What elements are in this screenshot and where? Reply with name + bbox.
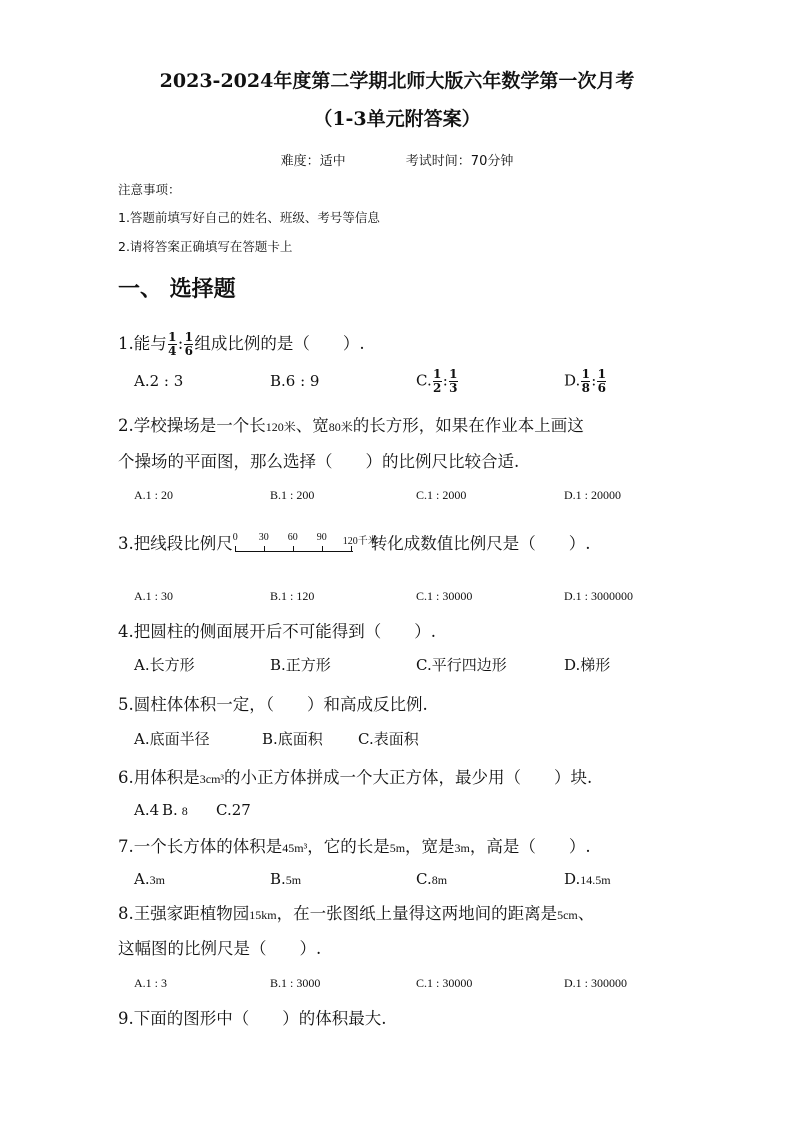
option-d[interactable]: D.1 : 300000 [564,976,627,990]
question-2-line2: 个操场的平面图，那么选择（ ）的比例尺比较合适. [118,452,520,471]
option-a[interactable]: A.1 : 30 [134,589,173,603]
option-d[interactable]: D.14.5m [564,870,611,888]
question-8: 8.王强家距植物园15km，在一张图纸上量得这两地间的距离是5cm、 [118,904,595,923]
option-a[interactable]: A.底面半径 [134,730,210,748]
question-number: 5 [118,695,129,714]
question-8-line2: 这幅图的比例尺是（ ）. [118,939,322,958]
note-item: 2.请将答案正确填写在答题卡上 [118,239,293,254]
question-number: 9 [118,1009,129,1028]
scale-label: 120千米 [342,535,378,547]
scale-label: 30 [258,531,269,543]
option-a[interactable]: A.1 : 20 [134,488,173,502]
line-scale-bar [232,531,378,558]
question-number: 7 [118,837,129,856]
note-item: 1.答题前填写好自己的姓名、班级、考号等信息 [118,210,380,225]
section-title: 一、 选择题 [118,277,236,302]
question-1: 1.能与 $\frac{1}{4}$ : $\frac{1}{6}$ 组成比例的是（ ）. [118,330,365,358]
question-number: 3 [118,534,129,553]
notes-heading: 注意事项： [118,182,181,197]
option-d[interactable]: D.1 : 3000000 [564,589,633,603]
exam-meta [0,150,794,169]
question-number: 2 [118,416,129,435]
option-b[interactable]: B.底面积 [262,730,323,748]
question-number: 4 [118,622,129,641]
exam-time-label: 考试时间：70分钟 [405,154,514,169]
option-a[interactable]: A.1 : 3 [134,976,167,990]
option-b[interactable]: B.1 : 3000 [270,976,321,990]
option-c[interactable]: C. $\frac{1}{2}$ : $\frac{1}{3}$ [416,367,458,395]
option-b[interactable]: B. 8 [162,801,188,819]
question-number: 1 [118,334,129,353]
question-3: 3.把线段比例尺 0 30 60 90 120千米 转化成数值比例尺是（ ）. [118,530,591,558]
question-9: 9.下面的图形中（ ）的体积最大. [118,1009,387,1028]
option-b[interactable]: B.1 : 200 [270,488,315,502]
option-a[interactable]: A.2 : 3 [134,372,184,390]
scale-label: 0 [232,531,238,543]
option-a[interactable]: A.长方形 [134,656,195,674]
option-d[interactable]: D. $\frac{1}{8}$ : $\frac{1}{6}$ [564,367,606,395]
question-5: 5.圆柱体体积一定，（ ）和高成反比例. [118,695,428,714]
question-number: 8 [118,904,129,923]
fraction: $\frac{1}{4}$ [168,330,177,358]
option-c[interactable]: C.8m [416,870,448,888]
question-7: 7.一个长方体的体积是45m³，它的长是5m，宽是3m，高是（ ）. [118,837,591,856]
option-b[interactable]: B.1 : 120 [270,589,315,603]
question-2: 2.学校操场是一个长120米、宽80米的长方形，如果在作业本上画这 [118,416,584,435]
option-b[interactable]: B.6 : 9 [270,372,320,390]
option-c[interactable]: C.1 : 30000 [416,589,473,603]
question-number: 6 [118,768,129,787]
scale-label: 90 [316,531,327,543]
option-c[interactable]: C.平行四边形 [416,656,507,674]
option-a[interactable]: A.3m [134,870,165,888]
difficulty-label: 难度：适中 [280,154,346,169]
option-c[interactable]: C.表面积 [358,730,419,748]
option-a[interactable]: A.4 [134,801,160,819]
exam-title: 2023-2024年度第二学期北师大版六年数学第一次月考 [159,70,635,92]
exam-subtitle: （1-3单元附答案） [313,108,481,130]
option-b[interactable]: B.5m [270,870,302,888]
option-b[interactable]: B.正方形 [270,656,331,674]
fraction: $\frac{1}{6}$ [184,330,193,358]
option-c[interactable]: C.1 : 2000 [416,488,467,502]
scale-label: 60 [287,531,298,543]
question-6: 6.用体积是3cm³的小正方体拼成一个大正方体，最少用（ ）块. [118,768,593,787]
option-d[interactable]: D.1 : 20000 [564,488,621,502]
question-4: 4.把圆柱的侧面展开后不可能得到（ ）. [118,622,436,641]
option-c[interactable]: C.27 [216,801,251,819]
option-d[interactable]: D.梯形 [564,656,611,674]
option-c[interactable]: C.1 : 30000 [416,976,473,990]
